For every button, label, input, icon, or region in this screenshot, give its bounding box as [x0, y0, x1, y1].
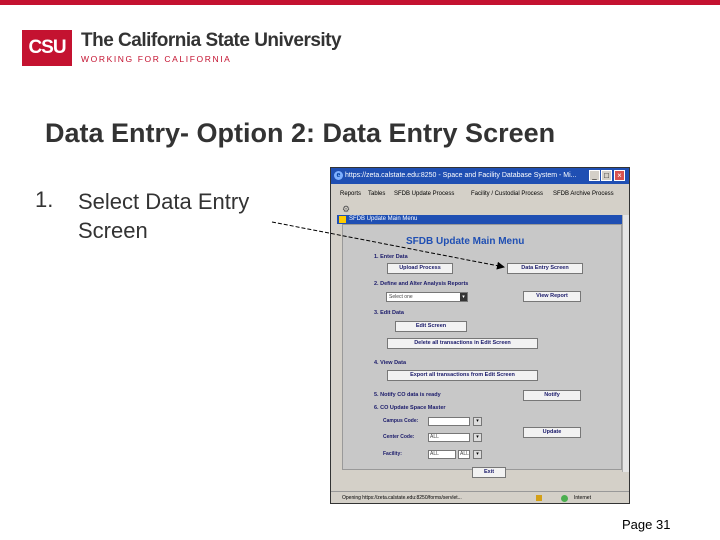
menu-facility-custodial[interactable]: Facility / Custodial Process — [471, 191, 544, 197]
menu-tables[interactable]: Tables — [368, 191, 386, 197]
edit-screen-button[interactable]: Edit Screen — [395, 321, 467, 332]
slide-title: Data Entry- Option 2: Data Entry Screen — [45, 118, 556, 148]
campus-code-lookup-icon[interactable]: ▾ — [473, 417, 482, 426]
delete-transactions-button[interactable]: Delete all transactions in Edit Screen — [387, 338, 538, 349]
section-edit-data: 3. Edit Data — [374, 310, 404, 316]
csu-logo-mark: CSU — [22, 30, 72, 66]
center-code-label: Center Code: — [383, 434, 415, 440]
form-heading: SFDB Update Main Menu — [406, 236, 525, 247]
section-enter-data: 1. Enter Data — [374, 254, 408, 260]
csu-logo-tagline: WORKING FOR CALIFORNIA — [81, 54, 232, 64]
export-transactions-button[interactable]: Export all transactions from Edit Screen — [387, 370, 538, 381]
section-notify-co: 5. Notify CO data is ready — [374, 392, 441, 398]
arrow-line — [272, 222, 504, 267]
gear-icon[interactable]: ⚙ — [342, 204, 351, 214]
facility-field[interactable]: ALL — [428, 450, 456, 459]
center-code-field[interactable]: ALL — [428, 433, 470, 442]
browser-title-text: https://zeta.calstate.edu:8250 - Space and Facility Database System - Mi... — [345, 172, 577, 179]
campus-code-label: Campus Code: — [383, 418, 419, 424]
view-report-button[interactable]: View Report — [523, 291, 581, 302]
facility-label: Facility: — [383, 451, 402, 457]
section-view-data: 4. View Data — [374, 360, 406, 366]
section-analysis-reports: 2. Define and Alter Analysis Reports — [374, 281, 469, 287]
zone-label: Internet — [574, 495, 591, 501]
facility-field-2[interactable]: ALL — [460, 451, 469, 457]
report-select-value: Select one — [389, 294, 413, 300]
minimize-icon[interactable]: _ — [589, 170, 600, 181]
maximize-icon[interactable]: □ — [601, 170, 612, 181]
status-text: Opening https://zeta.calstate.edu:8250/forms/servlet... — [342, 495, 462, 501]
close-icon[interactable]: × — [614, 170, 625, 181]
facility-lookup-icon[interactable]: ▾ — [473, 450, 482, 459]
chevron-down-icon: ▾ — [460, 293, 467, 301]
section-co-update: 6. CO Update Space Master — [374, 405, 446, 411]
browser-icon: e — [334, 171, 343, 180]
menu-reports[interactable]: Reports — [340, 191, 362, 197]
csu-logo-name: The California State University — [81, 30, 342, 51]
form-tab-label: SFDB Update Main Menu — [349, 216, 418, 222]
center-code-lookup-icon[interactable]: ▾ — [473, 433, 482, 442]
menu-sfdb-update-process[interactable]: SFDB Update Process — [394, 191, 455, 197]
menu-sfdb-archive[interactable]: SFDB Archive Process — [553, 191, 614, 197]
page-number: Page 31 — [622, 517, 671, 532]
bullet-number: 1. — [35, 187, 54, 212]
exit-button[interactable]: Exit — [472, 467, 506, 478]
data-entry-screen-button[interactable]: Data Entry Screen — [507, 263, 583, 274]
notify-button[interactable]: Notify — [523, 390, 581, 401]
bullet-text: Select Data Entry Screen — [78, 189, 250, 243]
upload-process-button[interactable]: Upload Process — [387, 263, 453, 274]
update-button[interactable]: Update — [523, 427, 581, 438]
